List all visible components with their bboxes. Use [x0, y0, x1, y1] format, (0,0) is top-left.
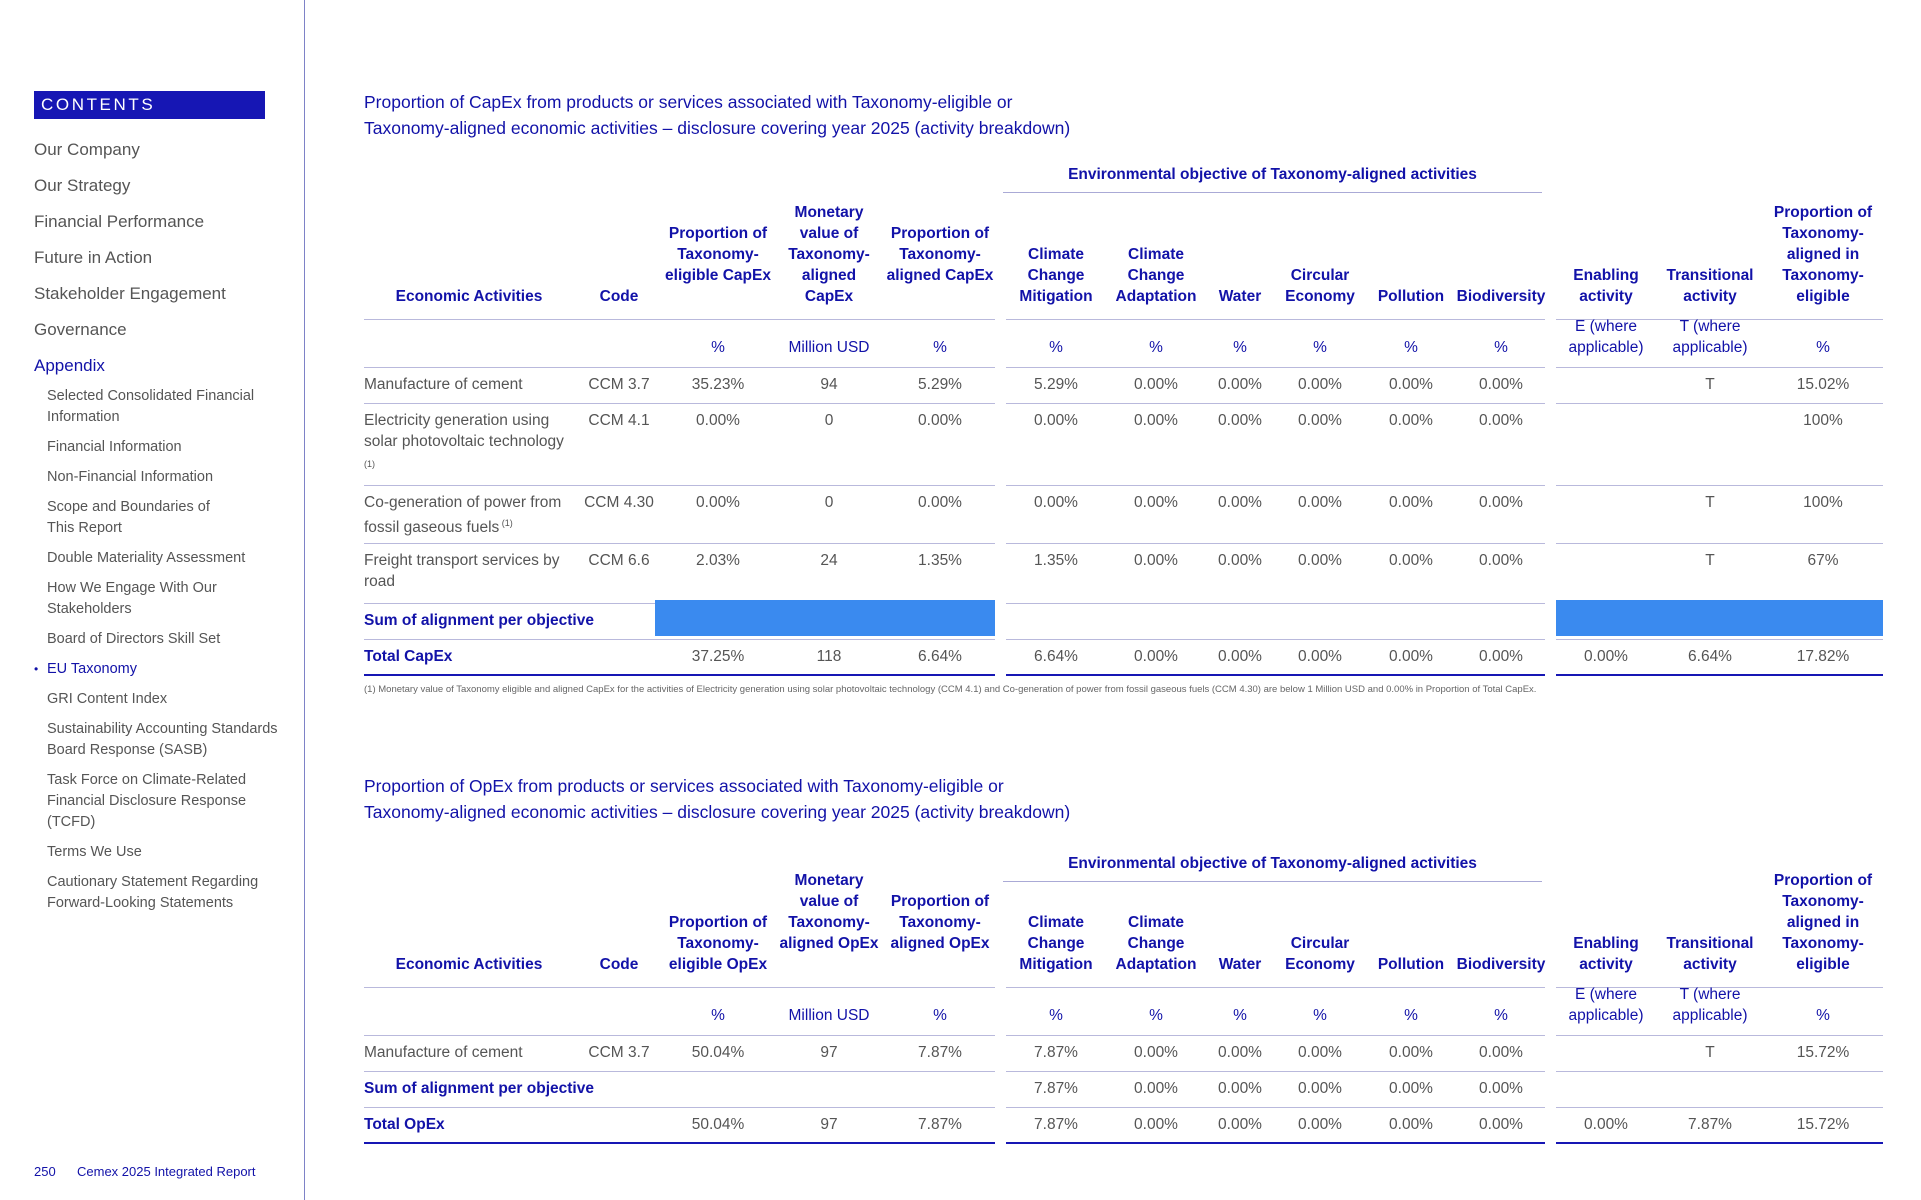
column-header-water: Water — [1218, 288, 1262, 305]
sum-row-label: Sum of alignment per objective — [364, 1080, 594, 1097]
total-value-biodiversity: 0.00% — [1479, 648, 1523, 665]
row-divider — [364, 1142, 995, 1144]
row-activity — [364, 410, 574, 479]
nav-sub-eu-taxonomy[interactable] — [34, 659, 297, 680]
row-divider — [364, 1035, 995, 1036]
row-value-transitional: T — [1705, 1044, 1715, 1061]
total-value-cca: 0.00% — [1134, 648, 1178, 665]
row-value-pollution: 0.00% — [1389, 494, 1433, 511]
row-value-monetary: 24 — [820, 552, 838, 569]
total-value-circular: 0.00% — [1298, 1116, 1342, 1133]
total-value-transitional: 6.64% — [1688, 648, 1732, 665]
column-header-monetary: Monetary value of Taxonomy-aligned CapEx — [788, 204, 870, 305]
sum-row-label: Sum of alignment per objective — [364, 612, 594, 629]
column-header-water: Water — [1218, 956, 1262, 973]
nav-appendix[interactable]: Appendix — [34, 356, 105, 375]
unit-transitional: T (where applicable) — [1672, 986, 1748, 1024]
nav-future-in-action[interactable]: Future in Action — [34, 248, 153, 267]
column-header-ccm: Climate Change Mitigation — [1019, 914, 1093, 973]
row-value-water: 0.00% — [1218, 552, 1262, 569]
row-divider — [1006, 543, 1545, 544]
nav-stakeholder-engagement[interactable]: Stakeholder Engagement — [34, 284, 226, 303]
unit-water: % — [1233, 339, 1247, 356]
row-divider — [1006, 674, 1545, 676]
unit-circular: % — [1313, 1007, 1327, 1024]
row-activity — [364, 1042, 574, 1063]
unit-prop_aligned: % — [933, 1007, 947, 1024]
row-activity-text: Manufacture of cement — [364, 376, 523, 393]
unit-enabling: E (where applicable) — [1568, 986, 1644, 1024]
row-value-pollution: 0.00% — [1389, 1044, 1433, 1061]
row-value-prop_aligned: 0.00% — [918, 494, 962, 511]
row-value-monetary: 94 — [820, 376, 838, 393]
nav-sub-double-materiality[interactable]: Double Materiality Assessment — [47, 550, 246, 566]
row-divider — [364, 674, 995, 676]
unit-pollution: % — [1404, 339, 1418, 356]
row-value-prop_aligned_in_eligible: 67% — [1807, 552, 1839, 569]
total-value-prop_eligible: 50.04% — [691, 1116, 745, 1133]
nav-sub-tcfd[interactable]: Task Force on Climate-Related Financial Disclosure Response (TCFD) — [47, 772, 247, 830]
row-value-cca: 0.00% — [1134, 376, 1178, 393]
footnote-marker: (1) — [499, 518, 513, 528]
row-value-prop_aligned: 7.87% — [918, 1044, 962, 1061]
total-value-pollution: 0.00% — [1389, 1116, 1433, 1133]
unit-biodiversity: % — [1494, 1007, 1508, 1024]
column-header-ccm: Climate Change Mitigation — [1019, 246, 1093, 305]
row-divider — [364, 1071, 995, 1072]
unit-monetary: Million USD — [788, 1007, 870, 1024]
unit-prop_aligned_in_eligible: % — [1816, 1007, 1830, 1024]
unit-cca: % — [1149, 1007, 1163, 1024]
sum-value-pollution: 0.00% — [1389, 1080, 1433, 1097]
row-code: CCM 6.6 — [588, 552, 650, 569]
unit-pollution: % — [1404, 1007, 1418, 1024]
row-value-circular: 0.00% — [1298, 1044, 1342, 1061]
column-header-pollution: Pollution — [1377, 956, 1445, 973]
row-value-prop_aligned_in_eligible: 15.02% — [1796, 376, 1850, 393]
capex-title — [364, 89, 1264, 141]
row-value-prop_eligible: 0.00% — [696, 412, 740, 429]
row-divider — [364, 367, 995, 368]
unit-prop_eligible: % — [711, 339, 725, 356]
row-value-cca: 0.00% — [1134, 412, 1178, 429]
row-divider — [1006, 485, 1545, 486]
row-activity-text: Co-generation of power from fossil gaseous fuels — [364, 494, 562, 537]
page-number: 250 — [34, 1164, 56, 1179]
column-header-code: Code — [599, 956, 639, 973]
row-divider — [1556, 1035, 1883, 1036]
row-divider — [1556, 639, 1883, 640]
row-value-ccm: 1.35% — [1034, 552, 1078, 569]
sum-row-highlight — [1556, 600, 1883, 636]
total-value-prop_aligned: 7.87% — [918, 1116, 962, 1133]
unit-circular: % — [1313, 339, 1327, 356]
row-value-prop_eligible: 2.03% — [696, 552, 740, 569]
unit-prop_aligned: % — [933, 339, 947, 356]
row-divider — [1006, 603, 1545, 604]
column-header-code: Code — [599, 288, 639, 305]
total-value-prop_eligible: 37.25% — [691, 648, 745, 665]
row-value-biodiversity: 0.00% — [1479, 1044, 1523, 1061]
row-divider — [364, 543, 995, 544]
total-value-ccm: 6.64% — [1034, 648, 1078, 665]
unit-water: % — [1233, 1007, 1247, 1024]
footnote-marker: (1) — [364, 459, 375, 469]
total-value-prop_aligned_in_eligible: 17.82% — [1796, 648, 1850, 665]
row-value-biodiversity: 0.00% — [1479, 552, 1523, 569]
total-value-enabling: 0.00% — [1584, 1116, 1628, 1133]
column-header-pollution: Pollution — [1377, 288, 1445, 305]
column-header-activities: Economic Activities — [395, 956, 543, 973]
row-value-prop_eligible: 50.04% — [691, 1044, 745, 1061]
row-value-water: 0.00% — [1218, 376, 1262, 393]
row-divider — [364, 485, 995, 486]
column-header-enabling: Enabling activity — [1573, 267, 1639, 305]
row-divider — [1556, 403, 1883, 404]
report-name: Cemex 2025 Integrated Report — [77, 1164, 256, 1179]
nav-sub-selected-consolidated[interactable]: Selected Consolidated Financial Information — [47, 388, 255, 425]
row-divider — [1006, 1035, 1545, 1036]
row-value-cca: 0.00% — [1134, 1044, 1178, 1061]
row-divider — [1006, 403, 1545, 404]
row-activity — [364, 374, 574, 395]
capex-footnote: (1) Monetary value of Taxonomy eligible and aligned CapEx for the activities of Electricity generation using solar photovoltaic technology (CCM 4.1) and Co-generation of power from fossil gaseous fuels (CCM 4.30) are below 1 Million USD and 0.00% in Proportion of Total CapEx. — [364, 684, 1537, 695]
nav-sub-sasb[interactable]: Sustainability Accounting Standards Board Response (SASB) — [47, 721, 278, 758]
total-value-prop_aligned: 6.64% — [918, 648, 962, 665]
unit-enabling: E (where applicable) — [1568, 318, 1644, 356]
sidebar — [0, 0, 305, 1200]
unit-prop_aligned_in_eligible: % — [1816, 339, 1830, 356]
unit-ccm: % — [1049, 1007, 1063, 1024]
row-value-circular: 0.00% — [1298, 552, 1342, 569]
column-header-transitional: Transitional activity — [1666, 267, 1754, 305]
sum-value-water: 0.00% — [1218, 1080, 1262, 1097]
row-code: CCM 4.1 — [588, 412, 650, 429]
row-divider — [1006, 639, 1545, 640]
capex-title-line1: Proportion of CapEx from products or services associated with Taxonomy-eligible or — [364, 92, 1013, 112]
row-value-prop_aligned: 0.00% — [918, 412, 962, 429]
row-value-water: 0.00% — [1218, 494, 1262, 511]
row-activity-text: Freight transport services by road — [364, 552, 560, 590]
column-header-biodiversity: Biodiversity — [1456, 288, 1546, 305]
row-code: CCM 3.7 — [588, 376, 650, 393]
nav-sub-non-financial-information[interactable]: Non-Financial Information — [47, 469, 214, 485]
row-value-ccm: 0.00% — [1034, 412, 1078, 429]
row-code: CCM 4.30 — [584, 494, 654, 511]
nav-governance[interactable]: Governance — [34, 320, 127, 339]
row-value-pollution: 0.00% — [1389, 552, 1433, 569]
column-header-cca: Climate Change Adaptation — [1115, 914, 1197, 973]
row-divider — [1556, 543, 1883, 544]
row-activity — [364, 492, 574, 538]
row-value-monetary: 97 — [820, 1044, 838, 1061]
row-divider — [1556, 367, 1883, 368]
row-divider — [364, 639, 995, 640]
sum-row-highlight — [655, 600, 995, 636]
column-header-enabling: Enabling activity — [1573, 935, 1639, 973]
sum-value-circular: 0.00% — [1298, 1080, 1342, 1097]
row-value-ccm: 7.87% — [1034, 1044, 1078, 1061]
nav-sub-cautionary-statement[interactable]: Cautionary Statement Regarding Forward-Looking Statements — [47, 874, 259, 911]
opex-env-objective-header: Environmental objective of Taxonomy-aligned activities — [1003, 855, 1542, 882]
row-value-pollution: 0.00% — [1389, 412, 1433, 429]
nav-sub-scope-boundaries[interactable]: Scope and Boundaries of This Report — [47, 499, 210, 536]
capex-env-objective-header: Environmental objective of Taxonomy-aligned activities — [1003, 166, 1542, 193]
row-value-biodiversity: 0.00% — [1479, 376, 1523, 393]
contents-header: CONTENTS — [34, 91, 265, 119]
unit-ccm: % — [1049, 339, 1063, 356]
opex-title-line1: Proportion of OpEx from products or services associated with Taxonomy-eligible or — [364, 776, 1004, 796]
row-value-prop_aligned_in_eligible: 100% — [1803, 412, 1843, 429]
nav-sub-terms-we-use[interactable]: Terms We Use — [47, 844, 142, 860]
total-value-transitional: 7.87% — [1688, 1116, 1732, 1133]
sum-value-ccm: 7.87% — [1034, 1080, 1078, 1097]
row-divider — [1556, 1142, 1883, 1144]
nav-sub-financial-information[interactable]: Financial Information — [47, 439, 182, 455]
row-divider — [1006, 987, 1545, 988]
total-value-water: 0.00% — [1218, 648, 1262, 665]
row-value-prop_aligned: 5.29% — [918, 376, 962, 393]
row-value-water: 0.00% — [1218, 1044, 1262, 1061]
row-value-prop_aligned: 1.35% — [918, 552, 962, 569]
total-value-enabling: 0.00% — [1584, 648, 1628, 665]
total-value-prop_aligned_in_eligible: 15.72% — [1796, 1116, 1850, 1133]
row-divider — [364, 403, 995, 404]
column-header-cca: Climate Change Adaptation — [1115, 246, 1197, 305]
total-row-label: Total CapEx — [364, 648, 453, 665]
capex-title-line2: Taxonomy-aligned economic activities – disclosure covering year 2025 (activity breakdown) — [364, 118, 1071, 138]
column-header-monetary: Monetary value of Taxonomy-aligned OpEx — [779, 872, 879, 952]
row-value-transitional: T — [1705, 494, 1715, 511]
row-value-transitional: T — [1705, 376, 1715, 393]
row-activity-text: Electricity generation using solar photovoltaic technology — [364, 412, 564, 450]
row-divider — [1006, 1142, 1545, 1144]
row-value-prop_eligible: 0.00% — [696, 494, 740, 511]
unit-biodiversity: % — [1494, 339, 1508, 356]
row-value-water: 0.00% — [1218, 412, 1262, 429]
row-divider — [1006, 1071, 1545, 1072]
row-value-prop_eligible: 35.23% — [691, 376, 745, 393]
column-header-prop_eligible: Proportion of Taxonomy-eligible CapEx — [665, 225, 771, 284]
total-value-circular: 0.00% — [1298, 648, 1342, 665]
row-value-biodiversity: 0.00% — [1479, 412, 1523, 429]
row-value-ccm: 5.29% — [1034, 376, 1078, 393]
column-header-prop_aligned_in_eligible: Proportion of Taxonomy-aligned in Taxonomy-eligible — [1773, 872, 1873, 973]
row-value-cca: 0.00% — [1134, 552, 1178, 569]
row-divider — [1556, 485, 1883, 486]
row-divider — [1556, 674, 1883, 676]
column-header-circular: Circular Economy — [1285, 267, 1355, 305]
sum-value-cca: 0.00% — [1134, 1080, 1178, 1097]
row-value-cca: 0.00% — [1134, 494, 1178, 511]
unit-monetary: Million USD — [788, 339, 870, 356]
nav-financial-performance[interactable]: Financial Performance — [34, 212, 205, 231]
row-code: CCM 3.7 — [588, 1044, 650, 1061]
nav-our-strategy[interactable]: Our Strategy — [34, 176, 131, 195]
nav-sub-gri-index[interactable]: GRI Content Index — [47, 691, 168, 707]
total-value-cca: 0.00% — [1134, 1116, 1178, 1133]
row-value-circular: 0.00% — [1298, 376, 1342, 393]
opex-title — [364, 773, 1264, 825]
total-row-label: Total OpEx — [364, 1116, 445, 1133]
row-divider — [364, 987, 995, 988]
total-value-pollution: 0.00% — [1389, 648, 1433, 665]
active-bullet-icon: • — [34, 662, 39, 676]
row-value-monetary: 0 — [824, 494, 834, 511]
total-value-ccm: 7.87% — [1034, 1116, 1078, 1133]
column-header-prop_aligned_in_eligible: Proportion of Taxonomy-aligned in Taxonomy-eligible — [1773, 204, 1873, 305]
row-value-transitional: T — [1705, 552, 1715, 569]
sum-value-biodiversity: 0.00% — [1479, 1080, 1523, 1097]
nav-our-company[interactable]: Our Company — [34, 140, 140, 159]
column-header-prop_eligible: Proportion of Taxonomy-eligible OpEx — [668, 914, 768, 973]
row-divider — [364, 1107, 995, 1108]
row-divider — [1006, 1107, 1545, 1108]
row-divider — [1556, 1071, 1883, 1072]
column-header-circular: Circular Economy — [1285, 935, 1355, 973]
row-value-prop_aligned_in_eligible: 100% — [1803, 494, 1843, 511]
row-value-ccm: 0.00% — [1034, 494, 1078, 511]
total-value-monetary: 97 — [820, 1116, 838, 1133]
total-value-water: 0.00% — [1218, 1116, 1262, 1133]
row-value-circular: 0.00% — [1298, 412, 1342, 429]
column-header-biodiversity: Biodiversity — [1456, 956, 1546, 973]
nav-sub-board-skill-set[interactable]: Board of Directors Skill Set — [47, 631, 221, 647]
row-activity — [364, 550, 574, 592]
row-divider — [1006, 367, 1545, 368]
unit-prop_eligible: % — [711, 1007, 725, 1024]
column-header-prop_aligned: Proportion of Taxonomy-aligned OpEx — [890, 893, 990, 952]
row-value-biodiversity: 0.00% — [1479, 494, 1523, 511]
nav-sub-how-we-engage[interactable]: How We Engage With Our Stakeholders — [47, 580, 217, 617]
total-value-biodiversity: 0.00% — [1479, 1116, 1523, 1133]
row-divider — [1006, 319, 1545, 320]
unit-cca: % — [1149, 339, 1163, 356]
row-value-pollution: 0.00% — [1389, 376, 1433, 393]
nav-sub-eu-taxonomy-label: EU Taxonomy — [47, 661, 137, 677]
column-header-prop_aligned: Proportion of Taxonomy-aligned CapEx — [886, 225, 994, 284]
total-value-monetary: 118 — [816, 648, 842, 665]
row-divider — [364, 319, 995, 320]
row-value-monetary: 0 — [824, 412, 834, 429]
unit-transitional: T (where applicable) — [1672, 318, 1748, 356]
row-divider — [1556, 1107, 1883, 1108]
column-header-activities: Economic Activities — [395, 288, 543, 305]
row-value-circular: 0.00% — [1298, 494, 1342, 511]
opex-title-line2: Taxonomy-aligned economic activities – disclosure covering year 2025 (activity breakdown) — [364, 802, 1071, 822]
column-header-transitional: Transitional activity — [1666, 935, 1754, 973]
row-value-prop_aligned_in_eligible: 15.72% — [1796, 1044, 1850, 1061]
row-activity-text: Manufacture of cement — [364, 1044, 523, 1061]
